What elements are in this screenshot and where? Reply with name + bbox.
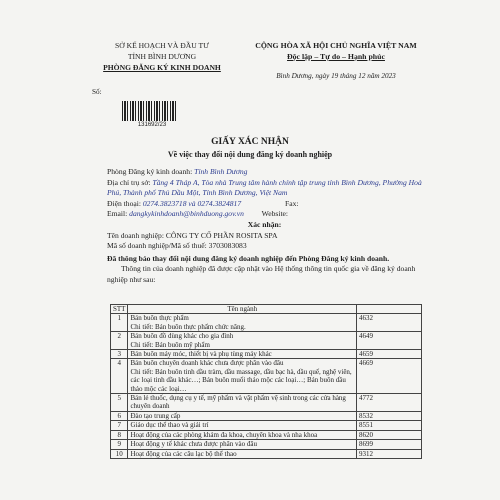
table-row	[111, 332, 422, 350]
row-business-line	[128, 440, 357, 449]
row-stt: 3	[111, 350, 128, 359]
issuing-agency-header	[92, 40, 232, 73]
company-name-line	[107, 231, 422, 242]
office-phone-line	[107, 199, 422, 210]
business-line-name: Bán lẻ thuốc, dụng cụ y tế, mỹ phẩm và vật phẩm vệ sinh trong các cửa hàng chuyên doanh	[130, 394, 346, 411]
row-business-line	[128, 350, 357, 359]
row-industry-code: 4669	[357, 359, 422, 394]
business-line-name: Bán buôn máy móc, thiết bị và phụ tùng máy khác	[130, 350, 272, 359]
office-address-label: Địa chỉ trụ sở:	[107, 177, 151, 187]
document-subtitle: Về việc thay đổi nội dung đăng ký doanh nghiệp	[167, 150, 333, 159]
table-row	[111, 421, 422, 430]
office-address-line	[107, 178, 422, 199]
office-name-line	[107, 167, 422, 178]
business-line-name: Hoạt động của các câu lạc bộ thể thao	[130, 449, 237, 458]
agency-line-2: TỈNH BÌNH DƯƠNG	[127, 52, 197, 61]
row-stt: 1	[111, 314, 128, 332]
row-business-line	[128, 430, 357, 439]
table-row	[111, 449, 422, 458]
business-line-name: Hoạt động của các phòng khám đa khoa, chuyên khoa và nha khoa	[130, 430, 318, 439]
row-stt: 9	[111, 440, 128, 449]
confirm-heading: Xác nhận:	[247, 219, 282, 229]
office-address-value: Tầng 4 Tháp A, Tòa nhà Trung tâm hành chính tập trung tỉnh Bình Dương, Phường Hoà Phú, Thành phố Thủ Dầu Một, Tỉnh Bình Dương, Việt Nam	[107, 177, 422, 198]
national-header	[236, 40, 436, 62]
row-stt: 10	[111, 449, 128, 458]
row-stt: 2	[111, 332, 128, 350]
row-business-line	[128, 314, 357, 332]
row-stt: 4	[111, 359, 128, 394]
column-header-name: Tên ngành	[128, 305, 357, 314]
row-business-line	[128, 411, 357, 420]
business-line-name: Giáo dục thể thao và giải trí	[130, 421, 209, 430]
row-industry-code: 8620	[357, 430, 422, 439]
row-business-line	[128, 449, 357, 458]
office-phone-value: 0274.3823718 và 0274.3824817	[142, 198, 242, 208]
notice-bold: Đã thông báo thay đổi nội dung đăng ký doanh nghiệp đến Phòng Đăng ký kinh doanh.	[107, 253, 390, 263]
office-name-label: Phòng Đăng ký kinh doanh:	[107, 167, 193, 176]
row-industry-code: 8532	[357, 411, 422, 420]
row-industry-code: 9312	[357, 449, 422, 458]
row-business-line	[128, 394, 357, 412]
barcode-number: 131692/23	[137, 122, 167, 128]
row-business-line	[128, 359, 357, 394]
row-stt: 5	[111, 394, 128, 412]
table-row	[111, 394, 422, 412]
row-industry-code: 8551	[357, 421, 422, 430]
office-fax-label: Fax:	[284, 198, 299, 208]
office-email-line	[107, 209, 422, 220]
row-business-line	[128, 332, 357, 350]
company-code-label: Mã số doanh nghiệp/Mã số thuế:	[107, 241, 207, 251]
company-code-value: 3703083083	[208, 241, 247, 251]
national-motto: Độc lập – Tự do – Hạnh phúc	[287, 52, 385, 61]
business-lines-table	[110, 304, 422, 459]
business-line-name: Bán buôn chuyên doanh khác chưa được phân vào đâu	[130, 359, 284, 368]
table-row	[111, 411, 422, 420]
office-email-label: Email:	[107, 209, 128, 219]
office-website-label: Website:	[261, 209, 289, 219]
row-business-line	[128, 421, 357, 430]
business-line-name: Đào tạo trung cấp	[130, 411, 181, 420]
issue-date: Bình Dương, ngày 19 tháng 12 năm 2023	[276, 72, 396, 80]
nation-title: CỘNG HÒA XÃ HỘI CHỦ NGHĨA VIỆT NAM	[255, 41, 417, 50]
business-line-detail: Chi tiết: Bán buôn tinh dầu tràm, dầu massage, dầu bạc hà, dầu quế, nghệ viên, các loại tinh dầu khác…; Bán buôn muối thảo mộc các loại…; Bán buôn dầu thảo mộc các loại…	[130, 367, 352, 393]
row-industry-code: 4772	[357, 394, 422, 412]
company-name-label: Tên doanh nghiệp:	[107, 230, 164, 240]
table-row	[111, 440, 422, 449]
row-industry-code: 8699	[357, 440, 422, 449]
business-line-detail: Chi tiết: Bán buôn mỹ phẩm	[130, 340, 210, 349]
table-row	[111, 350, 422, 359]
table-header-row	[111, 305, 422, 314]
agency-line-3: PHÒNG ĐĂNG KÝ KINH DOANH	[103, 63, 221, 72]
document-number-label: Số:	[92, 88, 102, 96]
agency-line-1: SỞ KẾ HOẠCH VÀ ĐẦU TƯ	[115, 41, 209, 50]
business-line-name: Bán buôn đồ dùng khác cho gia đình	[130, 332, 234, 341]
column-header-code	[357, 305, 422, 314]
business-line-name: Hoạt động y tế khác chưa được phân vào đâu	[130, 440, 258, 449]
company-name-value: CÔNG TY CỔ PHẦN ROSITA SPA	[165, 230, 278, 240]
table-row	[111, 314, 422, 332]
column-header-stt: STT	[111, 305, 128, 314]
business-line-name: Bán buôn thực phẩm	[130, 314, 189, 323]
document-body	[107, 167, 422, 286]
row-industry-code: 4659	[357, 350, 422, 359]
table-row	[111, 430, 422, 439]
office-name-value: Tỉnh Bình Dương	[194, 167, 248, 176]
company-code-line	[107, 241, 422, 252]
document-title: GIẤY XÁC NHẬN	[211, 137, 289, 147]
notice-text: Thông tin của doanh nghiệp đã được cập nhật vào Hệ thống thông tin quốc gia về đăng ký doanh nghiệp như sau:	[107, 264, 416, 284]
barcode-image	[122, 101, 178, 121]
row-industry-code: 4649	[357, 332, 422, 350]
table-row	[111, 359, 422, 394]
row-stt: 8	[111, 430, 128, 439]
office-email-value: dangkykinhdoanh@binhduong.gov.vn	[129, 209, 244, 219]
office-phone-label: Điện thoại:	[107, 198, 141, 208]
row-stt: 7	[111, 421, 128, 430]
row-industry-code: 4632	[357, 314, 422, 332]
row-stt: 6	[111, 411, 128, 420]
business-line-detail: Chi tiết: Bán buôn thực phẩm chức năng.	[130, 322, 246, 331]
